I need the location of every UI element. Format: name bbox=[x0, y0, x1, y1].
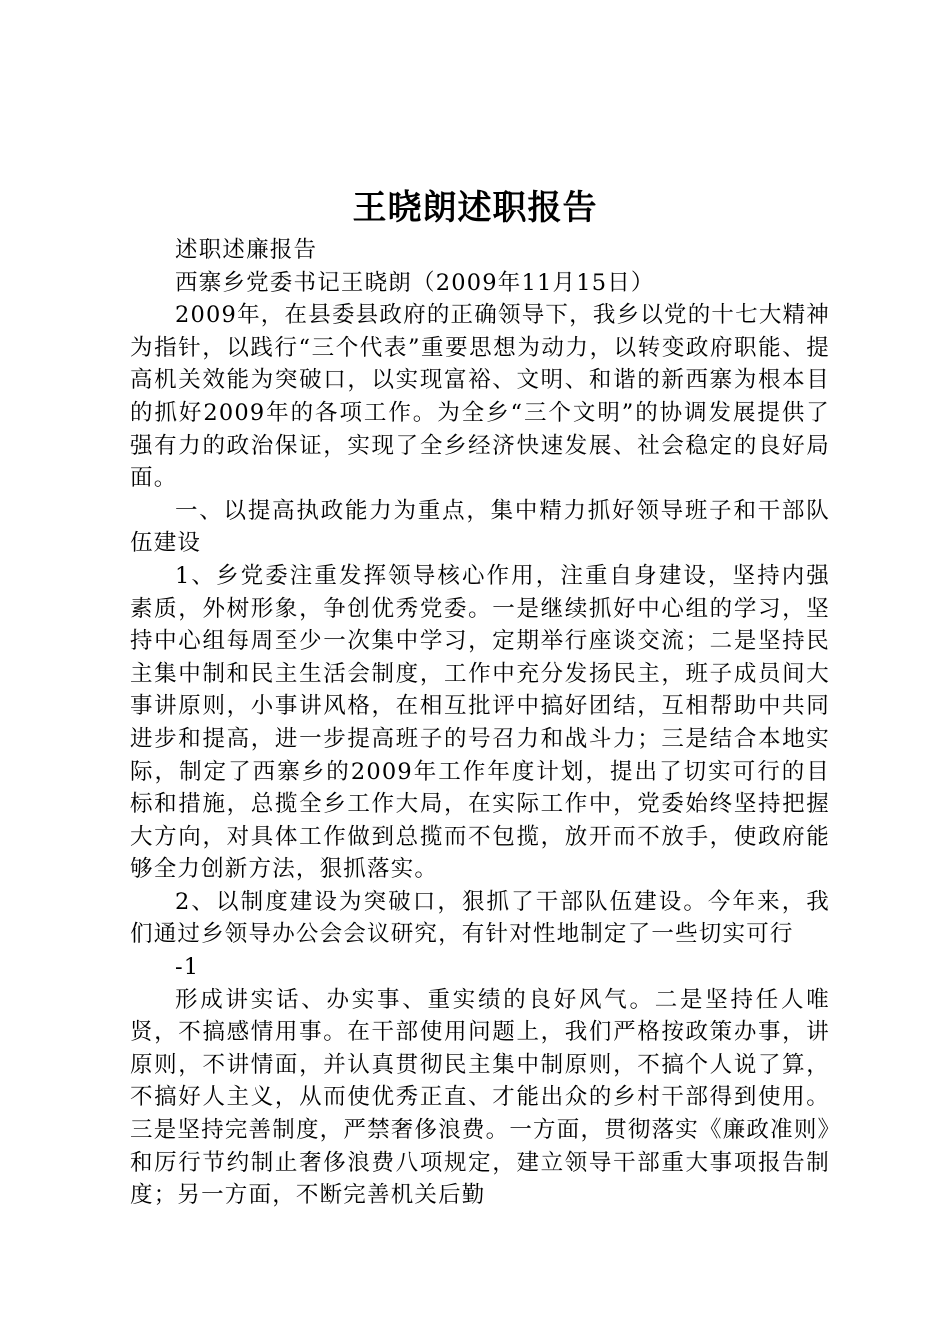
page-number: -1 bbox=[175, 954, 200, 981]
document-body bbox=[130, 234, 830, 1212]
author-date-paragraph: 西寨乡党委书记王晓朗（2009年11月15日） bbox=[175, 269, 655, 296]
subtitle-paragraph: 述职述廉报告 bbox=[175, 237, 318, 263]
body-paragraph: 形成讲实话、办实事、重实绩的良好风气。二是坚持任人唯贤，不搞感情用事。在干部使用问题上，我们严格按政策办事，讲原则，不讲情面，并认真贯彻民主集中制原则，不搞个人说了算，不搞好人主义，从而使优秀正直、才能出众的乡村干部得到使用。三是坚持完善制度，严禁奢侈浪费。一方面，贯彻落实《廉政准则》和厉行节约制止奢侈浪费八项规定，建立领导干部重大事项报告制度；另一方面，不断完善机关后勤 bbox=[130, 986, 830, 1209]
intro-paragraph: 2009年，在县委县政府的正确领导下，我乡以党的十七大精神为指针，以践行“三个代表”重要思想为动力，以转变政府职能、提高机关效能为突破口，以实现富裕、文明、和谐的新西寨为根本目的抓好2009年的各项工作。为全乡“三个文明”的协调发展提供了强有力的政治保证，实现了全乡经济快速发展、社会稳定的良好局面。 bbox=[130, 302, 830, 492]
body-paragraph: 2、以制度建设为突破口，狠抓了干部队伍建设。今年来，我们通过乡领导办公会会议研究，有针对性地制定了一些切实可行 bbox=[130, 888, 830, 948]
body-paragraph: 1、乡党委注重发挥领导核心作用，注重自身建设，坚持内强素质，外树形象，争创优秀党委。一是继续抓好中心组的学习，坚持中心组每周至少一次集中学习，定期举行座谈交流；二是坚持民主集中制和民主生活会制度，工作中充分发扬民主，班子成员间大事讲原则，小事讲风格，在相互批评中搞好团结，互相帮助中共同进步和提高，进一步提高班子的号召力和战斗力；三是结合本地实际，制定了西寨乡的2009年工作年度计划，提出了切实可行的目标和措施，总揽全乡工作大局，在实际工作中，党委始终坚持把握大方向，对具体工作做到总揽而不包揽，放开而不放手，使政府能够全力创新方法，狠抓落实。 bbox=[130, 562, 830, 883]
section-heading: 一、以提高执政能力为重点，集中精力抓好领导班子和干部队伍建设 bbox=[130, 497, 830, 557]
document-title: 王晓朗述职报告 bbox=[352, 188, 598, 228]
